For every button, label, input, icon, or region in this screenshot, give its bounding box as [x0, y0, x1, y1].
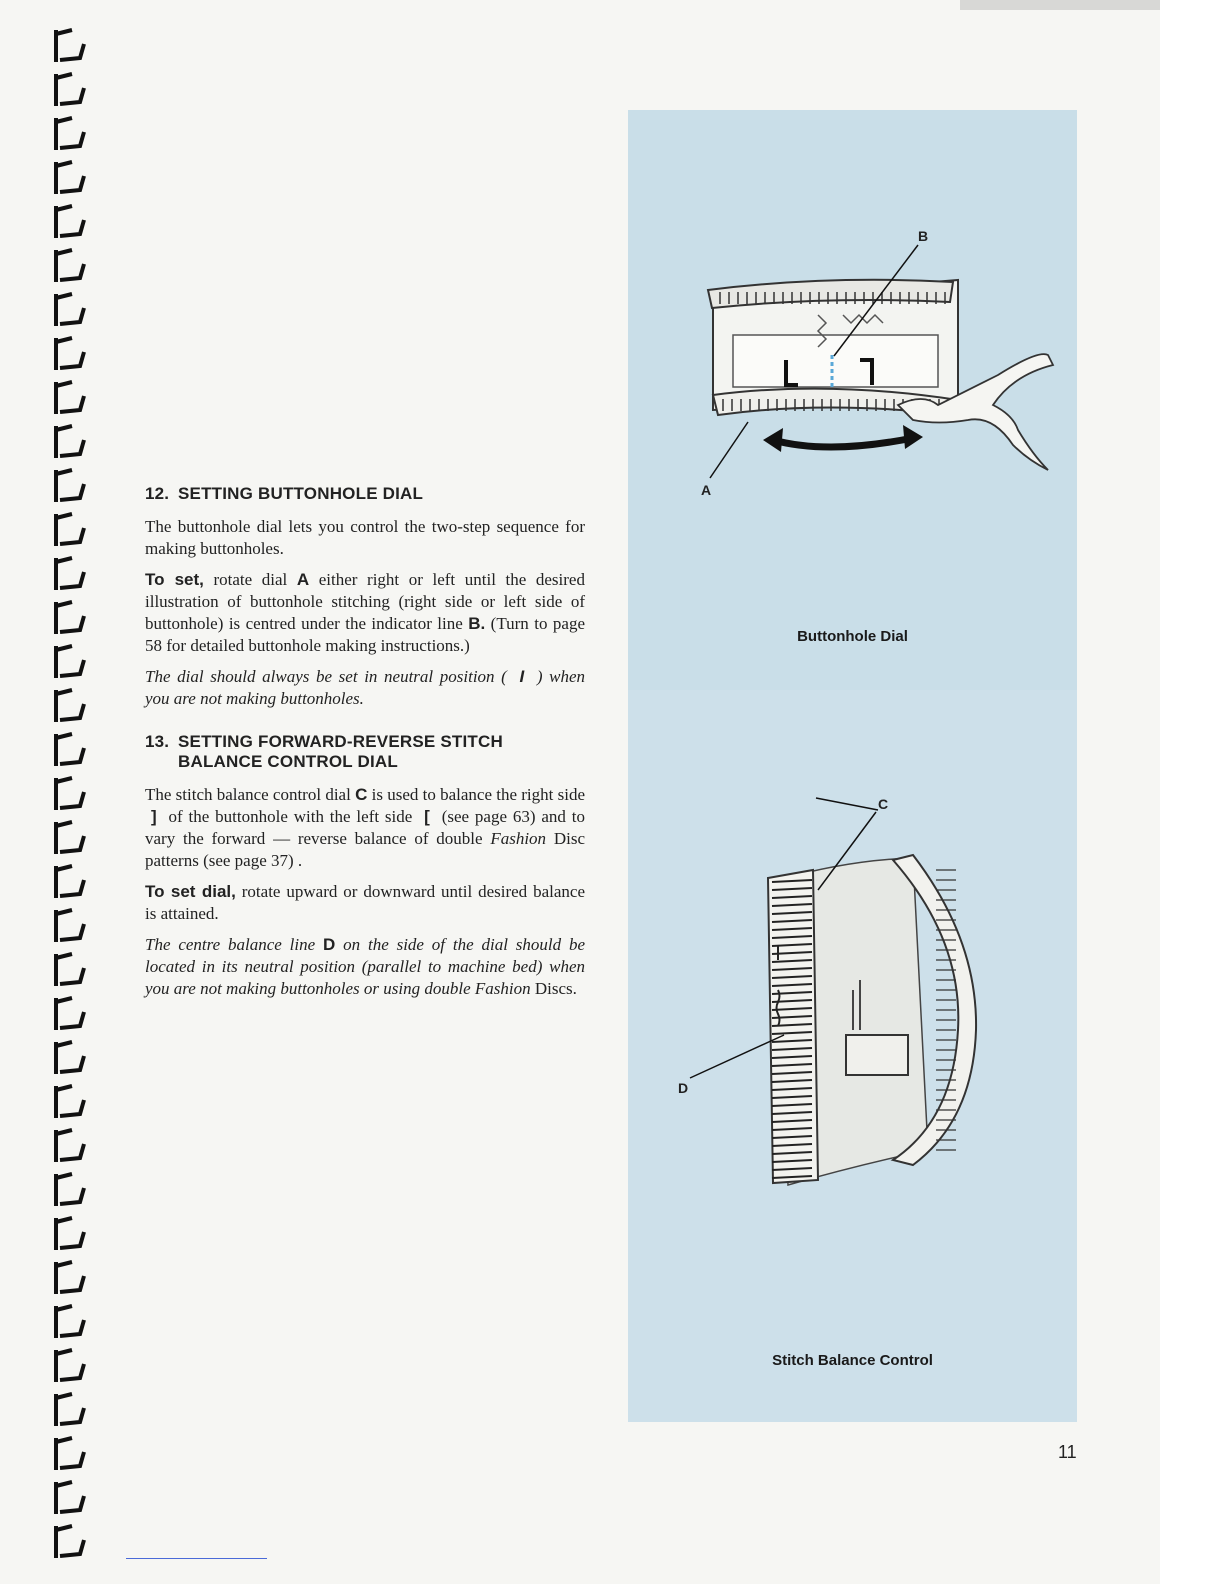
right-side-symbol: ] [151, 807, 157, 826]
intro-text-5: Disc patterns (see page 37) . [145, 829, 585, 870]
section-13-title-line1: SETTING FORWARD-REVERSE STITCH [178, 732, 503, 751]
intro-text-2: is used to balance the right side [367, 785, 586, 804]
intro-text-4: (see page 63) and to vary the forward — reverse balance of double [145, 807, 585, 848]
section-12-set-instructions [145, 569, 585, 657]
set-text-2: either right or left until the desired illustration of buttonhole stitching (right side or left side of buttonhole) is centred under the indicator line [145, 570, 585, 633]
binding-loop [56, 250, 84, 282]
binding-loop [56, 74, 84, 106]
binding-loop [56, 778, 84, 810]
binding-loop [56, 1130, 84, 1162]
binding-loop [56, 1350, 84, 1382]
binding-loop [56, 602, 84, 634]
binding-loop [56, 162, 84, 194]
fashion-word: Fashion [490, 829, 547, 848]
section-13-heading [145, 732, 585, 772]
binding-loop [56, 30, 84, 62]
binding-loop [56, 1306, 84, 1338]
binding-loop [56, 1482, 84, 1514]
binding-loop [56, 118, 84, 150]
binding-loop [56, 338, 84, 370]
label-c: C [878, 796, 889, 812]
dial-a-ref: A [296, 570, 310, 589]
buttonhole-dial-caption: Buttonhole Dial [797, 628, 908, 645]
note13-fashion: Fashion [474, 979, 531, 998]
set-text-3: (Turn to page 58 for detailed buttonhole making instructions.) [145, 614, 585, 655]
line-d-ref: D [323, 935, 336, 954]
set-text-1: rotate dial [203, 570, 297, 589]
binding-loop [56, 1086, 84, 1118]
set-dial-text: rotate upward or downward until desired balance is attained. [145, 882, 585, 923]
line-b-ref: B. [468, 614, 486, 633]
binding-loop [56, 1394, 84, 1426]
neutral-symbol: I [519, 667, 525, 686]
section-13-intro [145, 784, 585, 872]
section-12-heading [145, 484, 585, 504]
binding-loop [56, 1438, 84, 1470]
binding-loop [56, 690, 84, 722]
binding-loop [56, 998, 84, 1030]
intro-text-3: of the buttonhole with the left side [162, 807, 419, 826]
binding-loop [56, 514, 84, 546]
footer-link-line [126, 1558, 267, 1559]
section-13-set-instructions [145, 881, 585, 925]
label-b: B [918, 228, 929, 244]
binding-loop [56, 1042, 84, 1074]
set-dial-label: To set dial, [145, 882, 236, 901]
stitch-balance-caption: Stitch Balance Control [772, 1352, 933, 1369]
intro-text-1: The stitch balance control dial [145, 785, 356, 804]
binding-loop [56, 866, 84, 898]
spiral-binding [50, 0, 100, 1584]
text-column [145, 484, 585, 1009]
binding-loop [56, 382, 84, 414]
binding-loop [56, 558, 84, 590]
note-text-1: The dial should always be set in neutral position ( [145, 667, 514, 686]
section-13-number: 13. [145, 732, 170, 751]
page-number: 11 [1058, 1442, 1077, 1462]
dial-c-ref: C [355, 785, 368, 804]
note13-text-3: Discs. [530, 979, 577, 998]
set-label: To set, [145, 570, 204, 589]
section-13-title-line2: BALANCE CONTROL DIAL [178, 752, 398, 771]
binding-loop [56, 470, 84, 502]
binding-loop [56, 1526, 84, 1558]
section-12-note [145, 666, 585, 710]
binding-loop [56, 206, 84, 238]
top-shadow [960, 0, 1160, 10]
binding-loop [56, 1262, 84, 1294]
buttonhole-dial-illustration [628, 110, 1077, 690]
binding-loop [56, 646, 84, 678]
buttonhole-dial-panel [628, 110, 1077, 690]
note13-text-2: on the side of the dial should be located in its neutral position (parallel to machine bed) when you are not making buttonholes or using double [145, 935, 585, 998]
section-12-number: 12. [145, 484, 170, 503]
binding-loop [56, 1218, 84, 1250]
section-13-note [145, 934, 585, 1000]
binding-loop [56, 954, 84, 986]
stitch-balance-panel [628, 690, 1077, 1422]
section-12-title: SETTING BUTTONHOLE DIAL [178, 484, 424, 503]
note13-text-1: The centre balance line [145, 935, 324, 954]
page-edge [1160, 0, 1224, 1584]
label-a: A [701, 482, 712, 498]
left-side-symbol: [ [424, 807, 430, 826]
binding-loop [56, 910, 84, 942]
section-12-intro: The buttonhole dial lets you control the two-step sequence for making buttonholes. [145, 517, 585, 558]
binding-loop [56, 734, 84, 766]
note-text-2: ) when you are not making buttonholes. [145, 667, 585, 708]
binding-loop [56, 1174, 84, 1206]
label-d: D [678, 1080, 689, 1096]
stitch-balance-illustration [628, 690, 1077, 1422]
binding-loop [56, 426, 84, 458]
binding-loop [56, 294, 84, 326]
binding-loop [56, 822, 84, 854]
